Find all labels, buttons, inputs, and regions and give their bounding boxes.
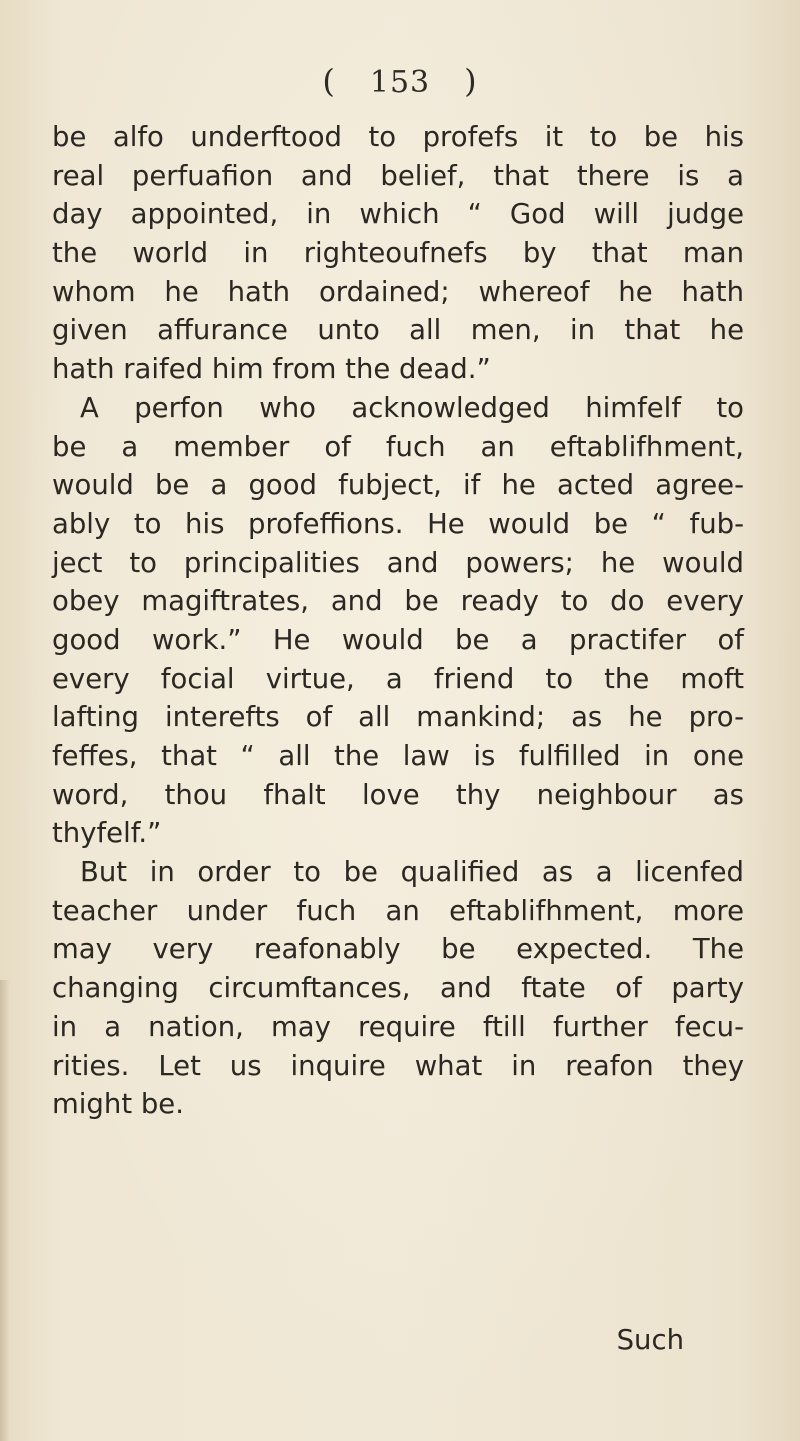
text-line: would be a good fubject, if he acted agree- — [52, 469, 744, 502]
text-line: changing circumftances, and ftate of party — [52, 972, 744, 1005]
text-line: feffes, that “ all the law is fulfilled in one — [52, 740, 744, 772]
page-header — [0, 62, 800, 100]
body-text — [52, 118, 744, 1124]
text-line: real perfuafion and belief, that there is a — [52, 159, 744, 192]
text-line: every focial virtue, a friend to the moft — [52, 662, 744, 695]
header-open-paren: ( — [322, 62, 336, 100]
text-line: given affurance unto all men, in that he — [52, 314, 744, 347]
paragraph-1 — [52, 118, 744, 389]
text-line: day appointed, in which “ God will judge — [52, 198, 744, 231]
text-line: be alfo underftood to profefs it to be his — [52, 121, 744, 153]
text-line: be a member of fuch an eftablifhment, — [52, 430, 744, 463]
text-line: may very reafonably be expected. The — [52, 933, 744, 966]
text-line: hath raifed him from the dead.” — [52, 353, 491, 386]
text-line: obey magiftrates, and be ready to do every — [52, 585, 744, 618]
paragraph-2 — [52, 389, 744, 853]
text-line: might be. — [52, 1088, 184, 1121]
text-line: the world in righteoufnefs by that man — [52, 237, 744, 270]
page-number: 153 — [369, 65, 431, 100]
text-line: lafting interefts of all mankind; as he pro- — [52, 701, 744, 734]
header-close-paren: ) — [464, 62, 478, 100]
text-line: rities. Let us inquire what in reafon they — [52, 1049, 744, 1082]
text-line: ably to his profeffions. He would be “ fub- — [52, 507, 744, 540]
catchword: Such — [616, 1324, 684, 1356]
text-line: But in order to be qualified as a licenfed — [80, 856, 744, 889]
text-line: whom he hath ordained; whereof he hath — [52, 275, 744, 308]
text-line: in a nation, may require ftill further fecu- — [52, 1010, 744, 1043]
text-line: teacher under fuch an eftablifhment, more — [52, 894, 744, 927]
page-edge-shadow — [0, 980, 10, 1441]
text-line: ject to principalities and powers; he would — [52, 546, 744, 579]
text-line: word, thou fhalt love thy neighbour as — [52, 778, 744, 811]
paragraph-3 — [52, 853, 744, 1124]
text-line: A perfon who acknowledged himfelf to — [80, 391, 744, 424]
text-line: good work.” He would be a practifer of — [52, 623, 744, 656]
text-line: thyfelf.” — [52, 817, 162, 850]
